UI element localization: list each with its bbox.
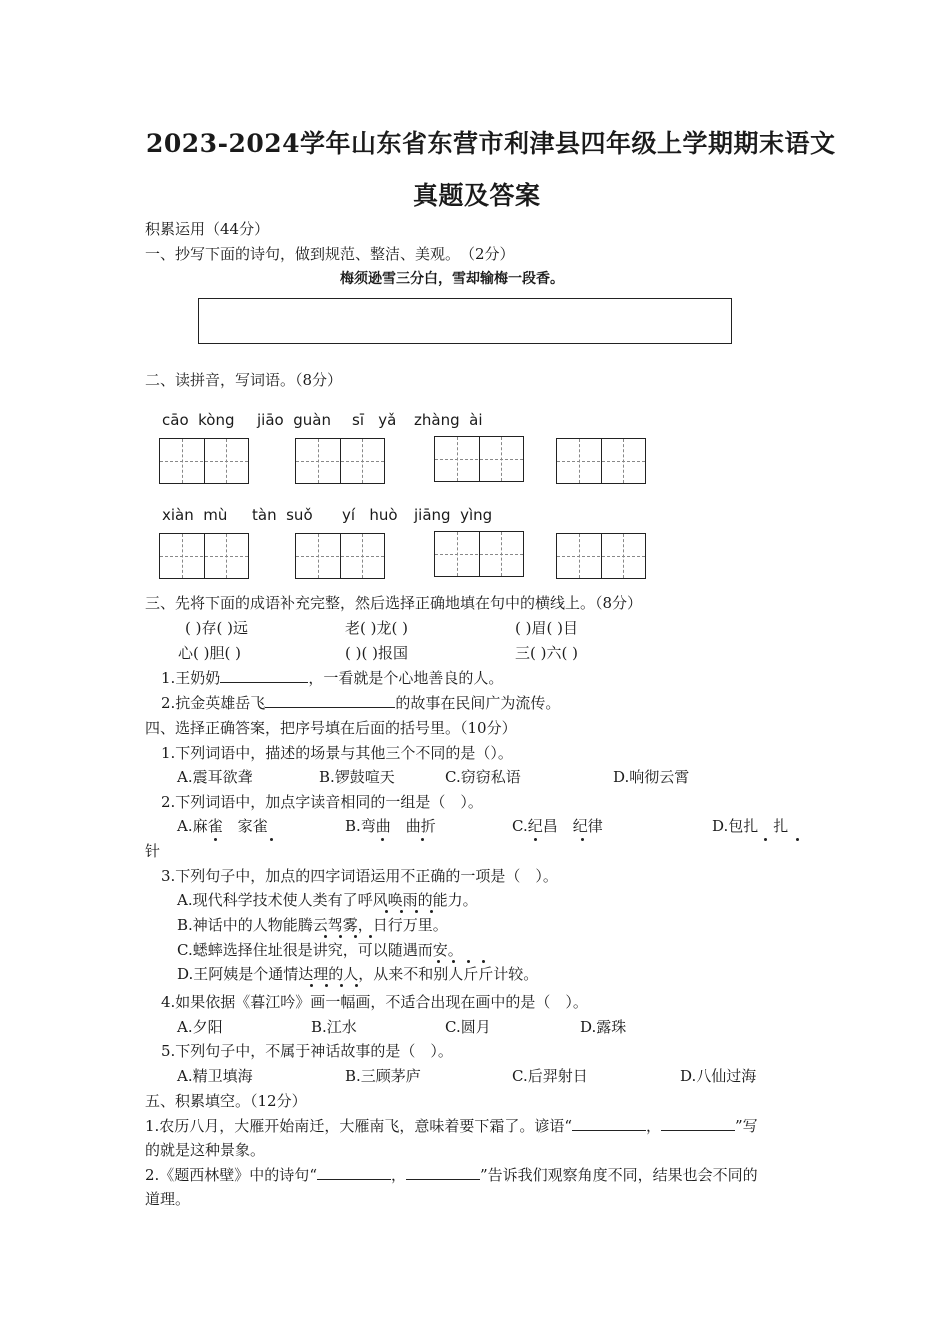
q5-item-2-cont: 道理。 — [145, 1190, 191, 1208]
q3-blank-1[interactable] — [220, 668, 308, 683]
emphasis-dot — [400, 910, 403, 913]
q3-sentence-1 — [161, 668, 503, 688]
q5-blank-1a[interactable] — [572, 1116, 646, 1131]
q4-4-option-b[interactable]: B.江水 — [311, 1018, 357, 1036]
pinyin-7: yí huò — [342, 506, 398, 524]
pinyin-6: tàn suǒ — [252, 506, 313, 524]
writing-grid-4[interactable] — [556, 438, 646, 484]
q5-blank-2b[interactable] — [406, 1165, 480, 1180]
emphasis-dot — [355, 984, 358, 987]
emphasis-dot — [452, 960, 455, 963]
q5-blank-1b[interactable] — [661, 1116, 735, 1131]
pinyin-2: jiāo guàn — [257, 411, 331, 429]
q5-item-2-comma: ， — [390, 1166, 406, 1184]
emphasis-dot — [796, 838, 799, 841]
writing-grid-5[interactable] — [159, 533, 249, 579]
q4-heading: 四、选择正确答案，把序号填在后面的括号里。（10分） — [145, 719, 517, 737]
page-title-line1: 2023-2024学年山东省东营市利津县四年级上学期期末语文 — [146, 129, 836, 158]
q4-5-option-c[interactable]: C.后羿射日 — [512, 1067, 588, 1085]
q4-5-stem: 5.下列句子中，不属于神话故事的是（ ）。 — [161, 1042, 453, 1060]
q3-sentence-2 — [161, 693, 560, 713]
idiom-5[interactable]: ( )( )报国 — [345, 644, 408, 662]
writing-grid-6[interactable] — [295, 533, 385, 579]
q2-heading: 二、读拼音，写词语。（8分） — [145, 371, 343, 389]
emphasis-dot — [310, 984, 313, 987]
writing-grid-3[interactable] — [434, 436, 524, 482]
idiom-2[interactable]: 老( )龙( ) — [345, 619, 408, 637]
page-title-line2: 真题及答案 — [413, 181, 541, 210]
q4-5-option-b[interactable]: B.三顾茅庐 — [345, 1067, 421, 1085]
idiom-6[interactable]: 三( )六( ) — [515, 644, 578, 662]
q4-2-option-d[interactable]: D.包扎 扎 — [712, 817, 789, 835]
q5-item-1-end: ”写 — [735, 1117, 758, 1135]
q5-item-1-start: 1.农历八月，大雁开始南迁，大雁南飞，意味着要下霜了。谚语“ — [145, 1117, 572, 1135]
emphasis-dot — [437, 960, 440, 963]
q4-2-option-d-wrap: 针 — [145, 842, 161, 860]
part-heading: 积累运用（44分） — [145, 220, 270, 238]
emphasis-dot — [340, 984, 343, 987]
q3-heading: 三、先将下面的成语补充完整，然后选择正确地填在句中的横线上。（8分） — [145, 594, 643, 612]
q4-3-option-d[interactable]: D.王阿姨是个通情达理的人，从来不和别人斤斤计较。 — [177, 965, 539, 983]
emphasis-dot — [415, 910, 418, 913]
emphasis-dot — [325, 984, 328, 987]
emphasis-dot — [214, 838, 217, 841]
idiom-3[interactable]: ( )眉( )目 — [515, 619, 578, 637]
emphasis-dot — [369, 935, 372, 938]
q4-2-option-b[interactable]: B.弯曲 曲折 — [345, 817, 436, 835]
q4-4-option-d[interactable]: D.露珠 — [580, 1018, 627, 1036]
emphasis-dot — [581, 838, 584, 841]
q5-blank-2a[interactable] — [317, 1165, 391, 1180]
q4-3-option-c[interactable]: C.蟋蟀选择住址很是讲究，可以随遇而安。 — [177, 941, 463, 959]
q5-item-1 — [145, 1116, 758, 1136]
q4-3-option-b[interactable]: B.神话中的人物能腾云驾雾，日行万里。 — [177, 916, 448, 934]
pinyin-3: sī yǎ — [352, 411, 397, 429]
q4-4-option-a[interactable]: A.夕阳 — [177, 1018, 223, 1036]
emphasis-dot — [534, 838, 537, 841]
q5-item-1-cont: 的就是这种景象。 — [145, 1141, 266, 1159]
emphasis-dot — [764, 838, 767, 841]
writing-grid-7[interactable] — [434, 531, 524, 577]
idiom-1[interactable]: ( )存( )远 — [185, 619, 248, 637]
q4-2-option-a[interactable]: A.麻雀 家雀 — [177, 817, 268, 835]
pinyin-1: cāo kòng — [162, 411, 235, 429]
pinyin-4: zhàng ài — [414, 411, 483, 429]
pinyin-8: jiāng yìng — [414, 506, 493, 524]
q5-item-1-comma: ， — [645, 1117, 661, 1135]
writing-grid-1[interactable] — [159, 438, 249, 484]
writing-grid-2[interactable] — [295, 438, 385, 484]
q4-1-option-a[interactable]: A.震耳欲聋 — [177, 768, 253, 786]
q4-1-option-b[interactable]: B.锣鼓喧天 — [319, 768, 395, 786]
q4-2-option-c[interactable]: C.纪昌 纪律 — [512, 817, 603, 835]
q4-3-stem: 3.下列句子中，加点的四字词语运用不正确的一项是（ ）。 — [161, 867, 558, 885]
emphasis-dot — [421, 838, 424, 841]
q1-heading: 一、抄写下面的诗句，做到规范、整洁、美观。 （2分） — [145, 245, 515, 263]
emphasis-dot — [381, 838, 384, 841]
idiom-4[interactable]: 心( )胆( ) — [178, 644, 241, 662]
q3-blank-2[interactable] — [265, 693, 395, 708]
emphasis-dot — [354, 935, 357, 938]
writing-grid-8[interactable] — [556, 533, 646, 579]
q3-sentence-2-end: 的故事在民间广为流传。 — [395, 694, 561, 712]
q4-1-option-c[interactable]: C.窃窃私语 — [445, 768, 521, 786]
q4-4-option-c[interactable]: C.圆月 — [445, 1018, 491, 1036]
q3-sentence-2-start: 2.抗金英雄岳飞 — [161, 694, 266, 712]
copy-writing-box[interactable] — [198, 298, 732, 344]
emphasis-dot — [467, 960, 470, 963]
q3-sentence-1-start: 1.王奶奶 — [161, 669, 221, 687]
pinyin-5: xiàn mù — [162, 506, 228, 524]
q4-2-stem: 2.下列词语中，加点字读音相同的一组是（ ）。 — [161, 793, 483, 811]
emphasis-dot — [270, 838, 273, 841]
q4-3-option-a[interactable]: A.现代科学技术使人类有了呼风唤雨的能力。 — [177, 891, 478, 909]
emphasis-dot — [385, 910, 388, 913]
emphasis-dot — [339, 935, 342, 938]
q4-1-option-d[interactable]: D.响彻云霄 — [613, 768, 690, 786]
q4-5-option-d[interactable]: D.八仙过海 — [680, 1067, 757, 1085]
q5-item-2-start: 2.《题西林壁》中的诗句“ — [145, 1166, 317, 1184]
q1-poem: 梅须逊雪三分白，雪却输梅一段香。 — [340, 271, 564, 287]
q3-sentence-1-end: ，一看就是个心地善良的人。 — [308, 669, 504, 687]
q4-1-stem: 1.下列词语中，描述的场景与其他三个不同的是（）。 — [161, 744, 513, 762]
q5-item-2-end: ”告诉我们观察角度不同，结果也会不同的 — [480, 1166, 758, 1184]
emphasis-dot — [324, 935, 327, 938]
emphasis-dot — [482, 960, 485, 963]
q4-5-option-a[interactable]: A.精卫填海 — [177, 1067, 253, 1085]
q5-heading: 五、积累填空。（12分） — [145, 1092, 307, 1110]
emphasis-dot — [430, 910, 433, 913]
q4-4-stem: 4.如果依据《暮江吟》画一幅画，不适合出现在画中的是（ ）。 — [161, 993, 588, 1011]
q5-item-2 — [145, 1165, 758, 1185]
